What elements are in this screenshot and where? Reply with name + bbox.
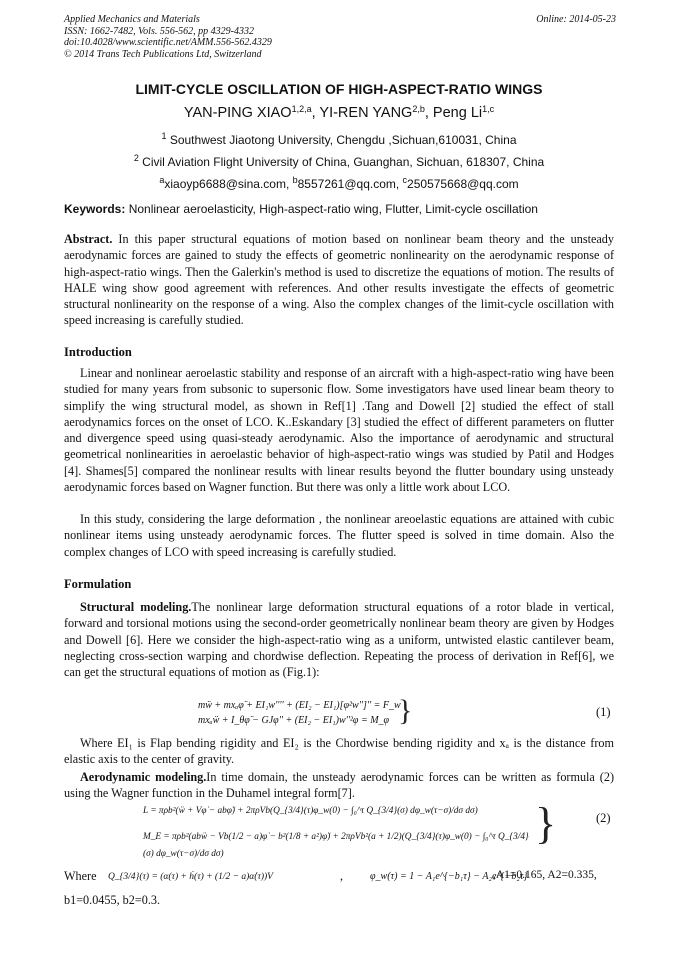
equation-2 xyxy=(143,803,538,863)
structural-modeling-label: Structural modeling. xyxy=(80,600,192,614)
affiliation-2 xyxy=(0,153,678,169)
introduction-heading: Introduction xyxy=(64,345,132,359)
wagner-constants-b: b1=0.0455, b2=0.3. xyxy=(64,893,161,907)
equation-1-brace: } xyxy=(398,694,413,727)
email-line xyxy=(0,175,678,191)
introduction-paragraph-2: In this study, considering the large deformation , the nonlinear areoelastic equations are attained with cubic nonlinear items using unsteady aerodynamic forces. The flutter speed is solved in time domain. Also the complex changes of LCO with speed increasing is carefully studied. xyxy=(64,512,614,559)
author-list: YAN-PING XIAO$^{1,2,a}$, YI-REN YANG$^{2,b}$, Peng Li$^{1,c}$ xyxy=(183,104,495,121)
introduction-paragraph-1: Linear and nonlinear aeroelastic stability and response of an aircraft with a high-aspect-ratio wing have been studied for many years from subsonic to supersonic flow. Some investigators have used linear beam theory to simplify the wing structural model, as shown in Ref[1] .Tang and Dowell [2] studied the effect of stall aerodynamics forces on the onset of LCO. K..Eskandary [3] studied the effect of different parameters on flutter and divergence speed using quasi-steady aerodynamic. Also the importance of aerodynamic and structural geometrical nonlinearities in aeroelastic behavior of high-aspect-ratio wings was studied by Patil and Hodges [4]. Shames[5] compared the nonlinear results with linear results beyond the flutter boundary using unsteady aerodynamic forces based on Wagner function. But there was only a little work about LCO. xyxy=(64,366,614,495)
equation-1-number: (1) xyxy=(596,705,611,719)
aerodynamic-modeling-text: In time domain, the unsteady aerodynamic forces can be written as formula (2) using the Wagner function in the Duhamel integral form[7]. xyxy=(64,770,615,801)
where-label: Where xyxy=(64,869,97,883)
author-1-sup: 1,2,a xyxy=(291,104,312,114)
affiliation-2-text: Civil Aviation Flight University of China, Guanghan, Sichuan, 618307, China xyxy=(138,155,545,169)
abstract-text: In this paper structural equations of motion based on nonlinear beam theory and the unsteady aerodynamic forces are gained to study the effects of geometric nonlinearity on the aerodynamic response of high-aspect-ratio wings. Then the Galerkin's method is used to discretize the equations of motion. The results of HALE wing show good agreement with references. And other results investigate the effects of geometric structural nonlinearity on the response of a wing. Also the complex changes of the limit-cycle oscillation with speed increasing is carefully studied. xyxy=(64,232,614,328)
q-definition: Q_{3/4}(τ) = (α(τ) + ḣ(τ) + (1/2 − a)α̇(τ))V xyxy=(108,872,273,882)
wagner-constants-a: ,A1=0.165, A2=0.335, xyxy=(493,869,597,881)
email-c-sup: c xyxy=(402,175,408,185)
equation-2-line-1: L = πρb²(ẅ + Vφ̇ − abφ̈) + 2πρVb(Q_{3/4}(τ)φ_w(0) − ∫₀^τ Q_{3/4}(σ) dφ_w(τ−σ)/dσ dσ) xyxy=(143,806,478,816)
abstract-label: Abstract. xyxy=(64,232,113,246)
aerodynamic-modeling-label: Aerodynamic modeling. xyxy=(80,770,207,784)
affiliation-1 xyxy=(0,131,678,147)
equation-2-brace: } xyxy=(535,799,557,848)
author-1: YAN-PING XIAO xyxy=(183,105,292,121)
where-q-line xyxy=(64,869,614,884)
where-comma: , xyxy=(340,869,344,883)
equation-2-line-2: M_E = πρb²(abẅ − Vb(1/2 − a)φ̇ − b²(1/8 + a²)φ̈) + 2πρVb²(a + 1/2)(Q_{3/4}(τ)φ_w(0) − ∫₀^τ Q_{3/4}(σ) dφ_w(τ−σ)/dσ dσ) xyxy=(143,832,529,859)
author-2-sup: 2,b xyxy=(412,104,425,114)
keywords xyxy=(64,202,624,216)
journal-header xyxy=(64,14,616,60)
affiliation-2-num: 2 xyxy=(133,153,139,163)
author-3-sup: 1,c xyxy=(482,104,495,114)
abstract xyxy=(64,231,614,329)
doi-line[interactable]: doi:10.4028/www.scientific.net/AMM.556-562.4329 xyxy=(64,37,272,48)
email-b[interactable]: 8557261@qq.com, xyxy=(297,177,403,191)
equation-1-line-1: mẅ + mxₐφ̈ + EI₁w'''' + (EI₂ − EI₁)[φ²w'']'' = F_w xyxy=(198,700,401,711)
copyright-line: © 2014 Trans Tech Publications Ltd, Switzerland xyxy=(64,48,262,60)
keywords-label: Keywords: xyxy=(64,202,126,216)
email-a-sup: a xyxy=(159,175,165,185)
aerodynamic-modeling-paragraph xyxy=(64,769,614,802)
email-c[interactable]: 250575668@qq.com xyxy=(407,177,519,191)
keywords-text: Nonlinear aeroelasticity, High-aspect-ratio wing, Flutter, Limit-cycle oscillation xyxy=(125,202,538,216)
equation-1 xyxy=(198,698,658,728)
wagner-function: φ_w(τ) = 1 − A₁e^{−b₁τ} − A₂e^{−b₂τ} xyxy=(370,871,528,882)
structural-modeling-paragraph xyxy=(64,599,614,680)
journal-name: Applied Mechanics and Materials xyxy=(64,14,200,25)
formulation-heading: Formulation xyxy=(64,577,132,591)
equation-1-line-2: mxₐẅ + I_θφ̈ − GJφ'' + (EI₂ − EI₁)w''²φ = M_φ xyxy=(198,715,390,726)
author-2: YI-REN YANG xyxy=(319,105,413,121)
affiliation-1-text: Southwest Jiaotong University, Chengdu ,Sichuan,610031, China xyxy=(166,133,517,147)
email-a[interactable]: xiaoyp6688@sina.com, xyxy=(164,177,293,191)
affiliation-1-num: 1 xyxy=(161,131,167,141)
email-b-sup: b xyxy=(292,175,298,185)
author-3: Peng Li xyxy=(432,105,483,121)
equation-2-number: (2) xyxy=(596,811,611,825)
paper-title: LIMIT-CYCLE OSCILLATION OF HIGH-ASPECT-RATIO WINGS xyxy=(135,81,543,97)
online-date: Online: 2014-05-23 xyxy=(536,14,616,25)
where-ei-paragraph: Where EI₁ is Flap bending rigidity and EI₂ is the Chordwise bending rigidity and xₐ is the distance from elastic axis to the center of gravity. xyxy=(64,736,614,767)
issn-line: ISSN: 1662-7482, Vols. 556-562, pp 4329-4332 xyxy=(64,25,254,37)
structural-modeling-text: The nonlinear large deformation structural equations of a rotor blade in vertical, forward and torsional motions using the second-order geometrically nonlinear beam theory are given by Hodges and Dowell [6]. Here we consider the high-aspect-ratio wing as a uniform, untwisted elastic cantilever beam, neglecting cross-section warping and chordwise deflection. Repeating the process of derivation in Ref[6], we can get the structural equations of motion as (Fig.1): xyxy=(64,600,614,680)
